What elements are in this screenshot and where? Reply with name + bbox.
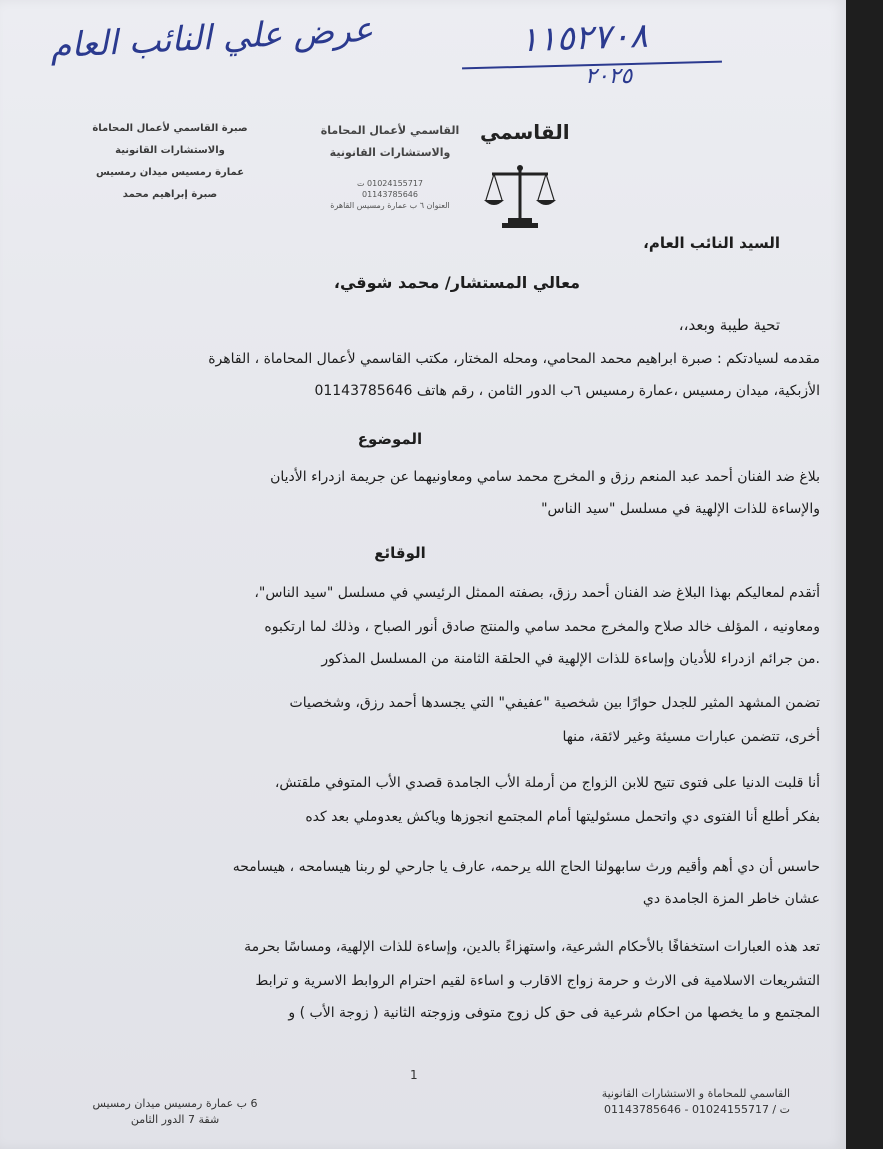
handwritten-note: عرض علي النائب العام bbox=[49, 9, 375, 67]
handwritten-number: ١١٥٢٧٠٨ bbox=[519, 15, 649, 61]
closing-line: تعد هذه العبارات استخفافًا بالأحكام الشرعية، واستهزاءً بالدين، وإساءة للذات الإلهية، ومساسًا بحرمة bbox=[244, 939, 820, 955]
quote-line: حاسس أن دي أهم وأقيم ورث سابهولنا الحاج الله يرحمه، عارف يا جارحي لو ربنا هيسامحه ، هيسامحه bbox=[232, 859, 820, 875]
letterhead-left bbox=[70, 118, 270, 206]
facts-heading: الوقائع bbox=[374, 544, 426, 562]
footer-right bbox=[520, 1086, 790, 1118]
intro-line: الأزبكية، ميدان رمسيس ،عمارة رمسيس ٦ب الدور الثامن ، رقم هاتف 01143785646 bbox=[314, 383, 820, 399]
letterhead-mid-phone: 01024155717 ت bbox=[356, 179, 424, 188]
subject-line: والإساءة للذات الإلهية في مسلسل "سيد الناس" bbox=[541, 501, 820, 517]
footer-left bbox=[60, 1096, 290, 1128]
addressee: السيد النائب العام، bbox=[643, 234, 780, 252]
footer-right-line: القاسمي للمحاماة و الاستشارات القانونية bbox=[601, 1087, 790, 1100]
letterhead-mid-address: العنوان ٦ ب عمارة رمسيس القاهرة bbox=[330, 201, 450, 210]
closing-line: المجتمع و ما يخصها من احكام شرعية فى حق كل زوج متوفى وزوجته الثانية ( زوجة الأب ) و bbox=[288, 1005, 820, 1021]
greeting: تحية طيبة وبعد،، bbox=[678, 316, 780, 334]
intro-line: مقدمه لسيادتكم : صبرة ابراهيم محمد المحامي، ومحله المختار، مكتب القاسمي لأعمال المحاماة ، القاهرة bbox=[208, 351, 820, 367]
facts-line: .من جرائم ازدراء للأديان وإساءة للذات الإلهية في الحلقة الثامنة من المسلسل المذكور bbox=[321, 651, 820, 667]
footer-right-line: ت / 01024155717 - 01143785646 bbox=[604, 1103, 790, 1116]
closing-line: التشريعات الاسلامية فى الارث و حرمة زواج الاقارب و اساءة لقيم احترام الروابط الاسرية و ترابط bbox=[255, 973, 820, 989]
quote-line: أنا قلبت الدنيا على فتوى تتيح للابن الزواج من أرملة الأب الجامدة قصدي الأب المتوفي ملقتش، bbox=[274, 775, 820, 791]
quote-line: عشان خاطر المزة الجامدة دي bbox=[642, 891, 820, 907]
footer-left-line: شقة 7 الدور الثامن bbox=[130, 1113, 220, 1126]
letterhead-left-line: والاستشارات القانونية bbox=[115, 145, 225, 156]
letterhead-left-line: صبرة القاسمي لأعمال المحاماة bbox=[92, 123, 248, 134]
handwritten-sub: ٢٠٢٥ bbox=[585, 64, 633, 89]
letterhead-left-line: صبرة إبراهيم محمد bbox=[122, 189, 218, 200]
letterhead-mid-title: القاسمي لأعمال المحاماة bbox=[320, 124, 460, 137]
letterhead-mid-subtitle: والاستشارات القانونية bbox=[329, 146, 451, 159]
brand-name: القاسمي bbox=[480, 120, 570, 144]
letterhead-left-line: عمارة رمسيس ميدان رمسيس bbox=[95, 167, 245, 178]
subject-heading: الموضوع bbox=[357, 430, 423, 448]
scales-of-justice-icon bbox=[482, 160, 558, 232]
scene-line: تضمن المشهد المثير للجدل حوارًا بين شخصية "عفيفي" التي يجسدها أحمد رزق، وشخصيات bbox=[289, 695, 820, 711]
facts-line: ومعاونيه ، المؤلف خالد صلاح والمخرج محمد سامي والمنتج صادق أنور الصباح ، وذلك لما ارتكبوه bbox=[264, 619, 820, 635]
letterhead-middle bbox=[305, 120, 475, 211]
quote-line: بفكر أطلع أنا الفتوى دي واتحمل مسئوليتها أمام المجتمع انجوزها وياكش يعدوملي بعد كده bbox=[305, 809, 820, 825]
background-edge bbox=[846, 0, 883, 1149]
facts-line: أتقدم لمعاليكم بهذا البلاغ ضد الفنان أحمد رزق، بصفته الممثل الرئيسي في مسلسل "سيد الناس"، bbox=[254, 585, 820, 601]
honorific: معالي المستشار/ محمد شوقي، bbox=[333, 273, 580, 292]
letterhead-mid-phone: 01143785646 bbox=[362, 190, 418, 199]
page-number: 1 bbox=[410, 1068, 418, 1082]
subject-line: بلاغ ضد الفنان أحمد عبد المنعم رزق و المخرج محمد سامي ومعاونيهما عن جريمة ازدراء الأديان bbox=[270, 469, 820, 485]
scene-line: أخرى، تتضمن عبارات مسيئة وغير لائقة، منها bbox=[562, 729, 820, 745]
footer-left-line: 6 ب عمارة رمسيس ميدان رمسيس bbox=[92, 1097, 258, 1110]
